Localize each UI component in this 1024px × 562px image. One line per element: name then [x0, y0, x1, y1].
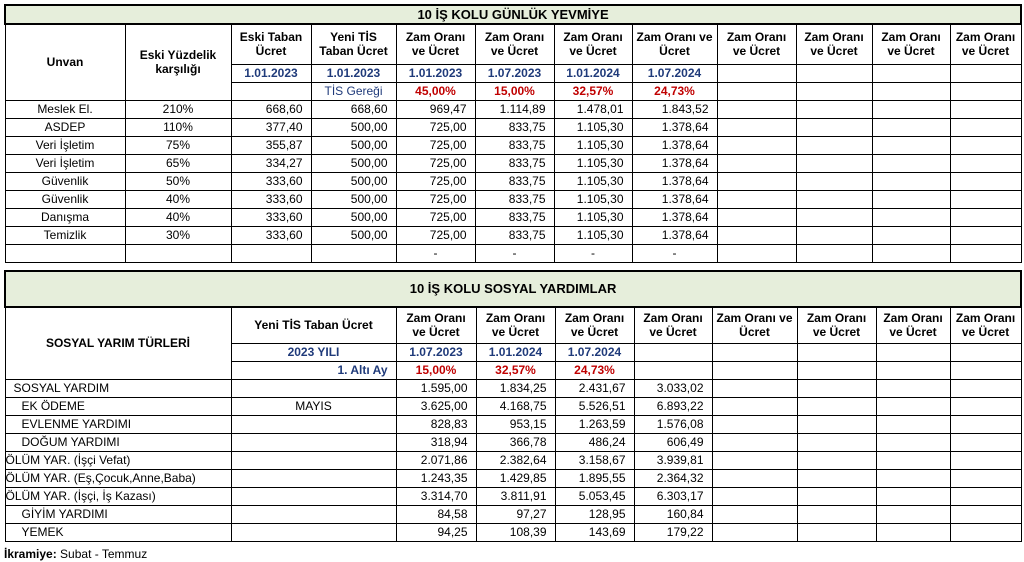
empty-cell	[872, 244, 950, 262]
empty-cell	[717, 100, 796, 118]
col-zam: Zam Oranı ve Ücret	[555, 307, 634, 343]
table-row	[5, 172, 1021, 190]
period-cell	[231, 433, 396, 451]
empty-cell	[796, 154, 872, 172]
empty-cell	[717, 244, 796, 262]
empty-cell	[712, 415, 797, 433]
value-cell: 318,94	[396, 433, 476, 451]
value-cell: 1.478,01	[554, 100, 632, 118]
value-cell: 833,75	[475, 136, 554, 154]
value-cell: 40%	[125, 190, 231, 208]
daily-wage-table	[4, 4, 1022, 263]
empty-cell	[717, 64, 796, 82]
period-cell	[231, 523, 396, 541]
value-cell: 1.843,52	[632, 100, 717, 118]
value-cell: 366,78	[476, 433, 555, 451]
percent-cell: 24,73%	[555, 361, 634, 379]
value-cell: 833,75	[475, 118, 554, 136]
year-label: 2023 YILI	[231, 343, 396, 361]
col-zam: Zam Oranı ve Ücret	[876, 307, 950, 343]
benefit-type-cell: EVLENME YARDIMI	[5, 415, 231, 433]
value-cell: 969,47	[396, 100, 475, 118]
value-cell: 1.105,30	[554, 190, 632, 208]
value-cell: 2.431,67	[555, 379, 634, 397]
value-cell: 128,95	[555, 505, 634, 523]
value-cell: 334,27	[231, 154, 311, 172]
empty-cell	[876, 487, 950, 505]
value-cell: 97,27	[476, 505, 555, 523]
period-cell	[231, 379, 396, 397]
empty-cell	[796, 244, 872, 262]
benefit-type-cell: ÖLÜM YAR. (İşçi, İş Kazası)	[5, 487, 231, 505]
empty-cell	[876, 451, 950, 469]
value-cell: 75%	[125, 136, 231, 154]
value-cell: 2.382,64	[476, 451, 555, 469]
empty-cell	[950, 415, 1021, 433]
value-cell: 486,24	[555, 433, 634, 451]
empty-cell	[796, 136, 872, 154]
table-row	[5, 397, 1021, 415]
empty-cell	[950, 469, 1021, 487]
percent-cell: 15,00%	[475, 82, 554, 100]
date-cell: 1.01.2024	[476, 343, 555, 361]
col-zam: Zam Oranı ve Ücret	[396, 24, 475, 64]
empty-cell	[876, 343, 950, 361]
empty-cell	[872, 208, 950, 226]
table-row	[5, 487, 1021, 505]
benefit-type-cell: DOĞUM YARDIMI	[5, 433, 231, 451]
empty-cell	[876, 415, 950, 433]
period-cell	[231, 451, 396, 469]
percent-cell: 32,57%	[476, 361, 555, 379]
value-cell	[231, 244, 311, 262]
empty-cell	[717, 226, 796, 244]
value-cell: -	[632, 244, 717, 262]
value-cell: 1.576,08	[634, 415, 712, 433]
col-zam: Zam Oranı ve Ücret	[712, 307, 797, 343]
table1-title: 10 İŞ KOLU GÜNLÜK YEVMİYE	[5, 5, 1021, 24]
empty-cell	[876, 469, 950, 487]
table-row	[5, 226, 1021, 244]
unvan-cell: Meslek El.	[5, 100, 125, 118]
value-cell	[125, 244, 231, 262]
col-zam: Zam Oranı ve Ücret	[396, 307, 476, 343]
value-cell: 377,40	[231, 118, 311, 136]
table-row	[5, 433, 1021, 451]
empty-cell	[797, 343, 876, 361]
value-cell: 40%	[125, 208, 231, 226]
value-cell: 3.625,00	[396, 397, 476, 415]
empty-cell	[950, 343, 1021, 361]
value-cell: 1.378,64	[632, 208, 717, 226]
empty-cell	[797, 487, 876, 505]
value-cell: 6.303,17	[634, 487, 712, 505]
empty-cell	[797, 469, 876, 487]
value-cell: 500,00	[311, 118, 396, 136]
empty-cell	[796, 226, 872, 244]
table1-body	[5, 100, 1021, 262]
percent-cell: 15,00%	[396, 361, 476, 379]
empty-cell	[876, 397, 950, 415]
value-cell: 5.053,45	[555, 487, 634, 505]
value-cell: 500,00	[311, 190, 396, 208]
value-cell: 500,00	[311, 154, 396, 172]
footer-label: İkramiye:	[4, 547, 57, 561]
value-cell: 110%	[125, 118, 231, 136]
value-cell: 1.105,30	[554, 226, 632, 244]
empty-cell	[876, 361, 950, 379]
empty-cell	[950, 190, 1021, 208]
empty-cell	[797, 379, 876, 397]
value-cell: 94,25	[396, 523, 476, 541]
period-cell	[231, 487, 396, 505]
unvan-cell: Güvenlik	[5, 172, 125, 190]
empty-cell	[712, 343, 797, 361]
empty-cell	[712, 361, 797, 379]
value-cell: 1.378,64	[632, 154, 717, 172]
col-zam: Zam Oranı ve Ücret	[797, 307, 876, 343]
empty-cell	[634, 343, 712, 361]
empty-cell	[717, 82, 796, 100]
percent-cell: 32,57%	[554, 82, 632, 100]
empty-cell	[950, 64, 1021, 82]
table-row	[5, 100, 1021, 118]
empty-cell	[712, 379, 797, 397]
empty-cell	[872, 190, 950, 208]
empty-cell	[950, 172, 1021, 190]
value-cell: -	[554, 244, 632, 262]
date-cell: 1.01.2024	[554, 64, 632, 82]
unvan-cell: Güvenlik	[5, 190, 125, 208]
value-cell: 668,60	[311, 100, 396, 118]
value-cell: 1.429,85	[476, 469, 555, 487]
table-row	[5, 379, 1021, 397]
unvan-cell: Veri İşletim	[5, 136, 125, 154]
value-cell	[311, 244, 396, 262]
col-zam: Zam Oranı ve Ücret	[950, 307, 1021, 343]
empty-cell	[796, 100, 872, 118]
table2-title: 10 İŞ KOLU SOSYAL YARDIMLAR	[5, 271, 1021, 307]
empty-cell	[712, 397, 797, 415]
value-cell: 84,58	[396, 505, 476, 523]
value-cell: 1.243,35	[396, 469, 476, 487]
unvan-cell: Danışma	[5, 208, 125, 226]
empty-cell	[950, 82, 1021, 100]
empty-cell	[876, 523, 950, 541]
value-cell: 1.263,59	[555, 415, 634, 433]
value-cell: 1.105,30	[554, 136, 632, 154]
empty-cell	[712, 487, 797, 505]
value-cell: 333,60	[231, 172, 311, 190]
value-cell: 1.105,30	[554, 208, 632, 226]
empty-cell	[797, 523, 876, 541]
value-cell: 1.595,00	[396, 379, 476, 397]
empty-cell	[872, 82, 950, 100]
empty-cell	[712, 523, 797, 541]
col-zam: Zam Oranı ve Ücret	[476, 307, 555, 343]
value-cell: 1.105,30	[554, 118, 632, 136]
empty-cell	[712, 451, 797, 469]
empty-cell	[231, 82, 311, 100]
value-cell: -	[396, 244, 475, 262]
value-cell: 833,75	[475, 154, 554, 172]
period-cell: MAYIS	[231, 397, 396, 415]
value-cell: 833,75	[475, 226, 554, 244]
empty-cell	[950, 397, 1021, 415]
value-cell: 833,75	[475, 208, 554, 226]
table-row	[5, 451, 1021, 469]
value-cell: 333,60	[231, 190, 311, 208]
value-cell: 1.378,64	[632, 190, 717, 208]
table-row	[5, 136, 1021, 154]
value-cell: 3.811,91	[476, 487, 555, 505]
col-zam: Zam Oranı ve Ücret	[872, 24, 950, 64]
empty-cell	[872, 64, 950, 82]
col-zam: Zam Oranı ve Ücret	[475, 24, 554, 64]
empty-cell	[796, 118, 872, 136]
value-cell: 3.939,81	[634, 451, 712, 469]
empty-cell	[712, 433, 797, 451]
percent-cell: 45,00%	[396, 82, 475, 100]
value-cell: 50%	[125, 172, 231, 190]
empty-cell	[950, 100, 1021, 118]
value-cell: 833,75	[475, 172, 554, 190]
value-cell: 143,69	[555, 523, 634, 541]
value-cell: 1.895,55	[555, 469, 634, 487]
empty-cell	[797, 397, 876, 415]
value-cell: 333,60	[231, 208, 311, 226]
value-cell: 668,60	[231, 100, 311, 118]
value-cell: 3.158,67	[555, 451, 634, 469]
value-cell: 1.378,64	[632, 136, 717, 154]
unvan-cell	[5, 244, 125, 262]
table-row	[5, 118, 1021, 136]
empty-cell	[950, 118, 1021, 136]
empty-cell	[717, 136, 796, 154]
empty-cell	[950, 523, 1021, 541]
value-cell: 3.314,70	[396, 487, 476, 505]
empty-cell	[872, 172, 950, 190]
value-cell: 953,15	[476, 415, 555, 433]
value-cell: 1.378,64	[632, 118, 717, 136]
value-cell: 355,87	[231, 136, 311, 154]
table2-body	[5, 379, 1021, 541]
col-eski-taban: Eski Taban Ücret	[231, 24, 311, 64]
col-eski-yuzdelik: Eski Yüzdelik karşılığı	[125, 24, 231, 100]
unvan-cell: Temizlik	[5, 226, 125, 244]
empty-cell	[717, 172, 796, 190]
tis-geregi-label: TİS Gereği	[311, 82, 396, 100]
empty-cell	[796, 190, 872, 208]
col-zam: Zam Oranı ve Ücret	[554, 24, 632, 64]
benefit-type-cell: GİYİM YARDIMI	[5, 505, 231, 523]
date-cell: 1.07.2024	[632, 64, 717, 82]
empty-cell	[797, 505, 876, 523]
empty-cell	[950, 361, 1021, 379]
value-cell: 1.378,64	[632, 172, 717, 190]
unvan-cell: ASDEP	[5, 118, 125, 136]
col-yeni-tis: Yeni TİS Taban Ücret	[231, 307, 396, 343]
period-cell	[231, 469, 396, 487]
empty-cell	[634, 361, 712, 379]
half-year-label: 1. Altı Ay	[231, 361, 396, 379]
table-row	[5, 523, 1021, 541]
value-cell: 1.834,25	[476, 379, 555, 397]
value-cell: 210%	[125, 100, 231, 118]
date-cell: 1.01.2023	[231, 64, 311, 82]
benefit-type-cell: SOSYAL YARDIM	[5, 379, 231, 397]
value-cell: 725,00	[396, 208, 475, 226]
empty-cell	[717, 208, 796, 226]
value-cell: 725,00	[396, 136, 475, 154]
value-cell: 4.168,75	[476, 397, 555, 415]
empty-cell	[712, 505, 797, 523]
value-cell: 725,00	[396, 154, 475, 172]
col-zam: Zam Oranı ve Ücret	[796, 24, 872, 64]
value-cell: 833,75	[475, 190, 554, 208]
value-cell: 1.105,30	[554, 154, 632, 172]
empty-cell	[717, 190, 796, 208]
table-row	[5, 208, 1021, 226]
empty-cell	[797, 433, 876, 451]
value-cell: 500,00	[311, 226, 396, 244]
value-cell: 725,00	[396, 190, 475, 208]
empty-cell	[717, 154, 796, 172]
value-cell: 65%	[125, 154, 231, 172]
value-cell: 500,00	[311, 208, 396, 226]
value-cell: 725,00	[396, 226, 475, 244]
footer-value: Subat - Temmuz	[60, 547, 148, 561]
value-cell: 5.526,51	[555, 397, 634, 415]
value-cell: 2.364,32	[634, 469, 712, 487]
value-cell: -	[475, 244, 554, 262]
table-row	[5, 244, 1021, 262]
date-cell: 1.07.2023	[475, 64, 554, 82]
value-cell: 30%	[125, 226, 231, 244]
col-zam: Zam Oranı ve Ücret	[717, 24, 796, 64]
date-cell: 1.01.2023	[396, 64, 475, 82]
empty-cell	[796, 82, 872, 100]
empty-cell	[876, 505, 950, 523]
value-cell: 179,22	[634, 523, 712, 541]
empty-cell	[872, 226, 950, 244]
benefit-type-cell: YEMEK	[5, 523, 231, 541]
empty-cell	[796, 208, 872, 226]
empty-cell	[797, 361, 876, 379]
value-cell: 828,83	[396, 415, 476, 433]
unvan-cell: Veri İşletim	[5, 154, 125, 172]
empty-cell	[950, 136, 1021, 154]
date-cell: 1.07.2023	[396, 343, 476, 361]
col-zam: Zam Oranı ve Ücret	[950, 24, 1021, 64]
col-yeni-tis: Yeni TİS Taban Ücret	[311, 24, 396, 64]
value-cell: 725,00	[396, 172, 475, 190]
value-cell: 1.378,64	[632, 226, 717, 244]
value-cell: 108,39	[476, 523, 555, 541]
value-cell: 500,00	[311, 136, 396, 154]
empty-cell	[712, 469, 797, 487]
value-cell: 3.033,02	[634, 379, 712, 397]
empty-cell	[872, 154, 950, 172]
period-cell	[231, 505, 396, 523]
value-cell: 333,60	[231, 226, 311, 244]
social-benefits-table	[4, 270, 1022, 542]
benefit-type-cell: ÖLÜM YAR. (İşçi Vefat)	[5, 451, 231, 469]
value-cell: 725,00	[396, 118, 475, 136]
empty-cell	[796, 172, 872, 190]
date-cell: 1.01.2023	[311, 64, 396, 82]
value-cell: 160,84	[634, 505, 712, 523]
table-row	[5, 505, 1021, 523]
empty-cell	[950, 379, 1021, 397]
empty-cell	[876, 433, 950, 451]
value-cell: 2.071,86	[396, 451, 476, 469]
empty-cell	[797, 451, 876, 469]
value-cell: 1.105,30	[554, 172, 632, 190]
percent-cell: 24,73%	[632, 82, 717, 100]
empty-cell	[872, 100, 950, 118]
benefit-type-cell: ÖLÜM YAR. (Eş,Çocuk,Anne,Baba)	[5, 469, 231, 487]
empty-cell	[950, 487, 1021, 505]
date-cell: 1.07.2024	[555, 343, 634, 361]
empty-cell	[950, 433, 1021, 451]
footer-note	[4, 547, 147, 561]
value-cell: 606,49	[634, 433, 712, 451]
period-cell	[231, 415, 396, 433]
col-zam: Zam Oranı ve Ücret	[634, 307, 712, 343]
empty-cell	[872, 118, 950, 136]
value-cell: 1.114,89	[475, 100, 554, 118]
table-row	[5, 190, 1021, 208]
empty-cell	[950, 451, 1021, 469]
table-row	[5, 415, 1021, 433]
table-row	[5, 469, 1021, 487]
empty-cell	[950, 244, 1021, 262]
empty-cell	[717, 118, 796, 136]
empty-cell	[796, 64, 872, 82]
empty-cell	[950, 505, 1021, 523]
col-sosyal-turler: SOSYAL YARIM TÜRLERİ	[5, 307, 231, 379]
value-cell: 500,00	[311, 172, 396, 190]
empty-cell	[797, 415, 876, 433]
empty-cell	[950, 154, 1021, 172]
col-unvan: Unvan	[5, 24, 125, 100]
empty-cell	[876, 379, 950, 397]
value-cell: 6.893,22	[634, 397, 712, 415]
empty-cell	[950, 226, 1021, 244]
benefit-type-cell: EK ÖDEME	[5, 397, 231, 415]
empty-cell	[950, 208, 1021, 226]
table-row	[5, 154, 1021, 172]
empty-cell	[872, 136, 950, 154]
col-zam: Zam Oranı ve Ücret	[632, 24, 717, 64]
